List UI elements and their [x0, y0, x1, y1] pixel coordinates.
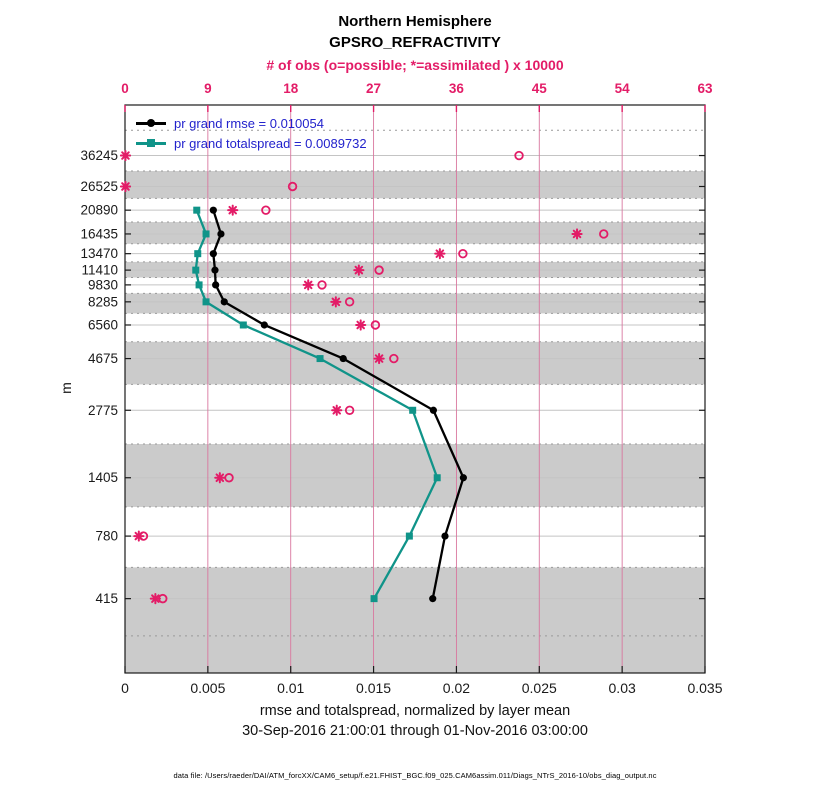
y-tick-label: 1405	[87, 470, 118, 486]
rmse-marker	[429, 595, 436, 602]
y-tick-label: 8285	[87, 294, 118, 310]
y-tick-label: 780	[95, 528, 118, 544]
layer-band	[125, 342, 705, 385]
y-tick-label: 9830	[87, 277, 118, 293]
y-tick-label: 415	[95, 591, 118, 607]
obs-assimilated-marker	[331, 297, 340, 306]
totalspread-marker-icon	[147, 139, 155, 147]
y-tick-label: 36245	[80, 148, 118, 164]
totalspread-marker	[193, 207, 200, 214]
totalspread-marker	[203, 298, 210, 305]
totalspread-marker	[192, 267, 199, 274]
obs-assimilated-marker	[332, 406, 341, 415]
obs-assimilated-marker	[304, 280, 313, 289]
obs-tick-label: 63	[697, 81, 713, 96]
x-tick-label: 0.03	[608, 680, 636, 696]
data-file-path: data file: /Users/raeder/DAI/ATM_forcXX/CAM6_setup/f.e21.FHIST_BGC.f09_025.CAM6assim.011/Diags_NTrS_2016-10/obs_diag_output.nc	[173, 771, 657, 780]
y-tick-label: 4675	[87, 351, 118, 367]
rmse-marker	[217, 230, 224, 237]
rmse-marker	[441, 532, 448, 539]
x-tick-label: 0.035	[687, 680, 723, 696]
x-axis-title: rmse and totalspread, normalized by layer mean	[259, 703, 571, 719]
y-tick-label: 20890	[80, 202, 118, 218]
obs-assimilated-marker	[354, 266, 363, 275]
obs-assimilated-marker	[228, 206, 237, 215]
obs-tick-label: 45	[531, 81, 547, 96]
legend-label-totalspread: pr grand totalspread = 0.0089732	[174, 135, 367, 151]
rmse-marker	[340, 355, 347, 362]
obs-tick-label: 18	[283, 81, 299, 96]
totalspread-line-sample	[136, 142, 166, 145]
y-tick-label: 6560	[87, 317, 118, 333]
legend-label-rmse: pr grand rmse = 0.010054	[174, 115, 324, 131]
rmse-marker	[221, 298, 228, 305]
rmse-marker	[210, 250, 217, 257]
rmse-line-sample	[136, 122, 166, 125]
layer-band	[125, 444, 705, 507]
legend-entry-rmse	[136, 113, 367, 133]
y-tick-label: 26525	[80, 178, 118, 194]
obs-tick-label: 27	[366, 81, 382, 96]
totalspread-marker	[409, 407, 416, 414]
x-tick-label: 0	[121, 680, 129, 696]
layer-band	[125, 171, 705, 198]
rmse-marker	[210, 207, 217, 214]
obs-assimilated-marker	[121, 182, 130, 191]
x-tick-label: 0.005	[190, 680, 226, 696]
layer-band	[125, 567, 705, 673]
obs-axis-title: # of obs (o=possible; *=assimilated ) x 10000	[266, 57, 564, 73]
obs-assimilated-marker	[374, 354, 383, 363]
obs-assimilated-marker	[356, 320, 365, 329]
y-tick-label: 2775	[87, 402, 118, 418]
date-range-label: 30-Sep-2016 21:00:01 through 01-Nov-2016 03:00:00	[242, 723, 588, 739]
rmse-marker	[212, 281, 219, 288]
y-tick-label: 11410	[81, 262, 118, 278]
totalspread-marker	[317, 355, 324, 362]
obs-tick-label: 9	[204, 81, 212, 96]
rmse-marker	[261, 321, 268, 328]
chart-legend	[136, 113, 367, 153]
totalspread-marker	[203, 230, 210, 237]
layer-band	[125, 293, 705, 313]
totalspread-marker	[371, 595, 378, 602]
rmse-marker-icon	[147, 119, 155, 127]
y-tick-label: 16435	[80, 226, 118, 242]
obs-assimilated-marker	[435, 249, 444, 258]
obs-assimilated-marker	[572, 229, 581, 238]
legend-entry-totalspread	[136, 133, 367, 153]
obs-assimilated-marker	[215, 473, 224, 482]
x-tick-label: 0.025	[521, 680, 557, 696]
y-tick-label: 13470	[80, 246, 118, 262]
obs-tick-label: 36	[448, 81, 464, 96]
obs-assimilated-marker	[121, 151, 130, 160]
totalspread-marker	[194, 250, 201, 257]
rmse-marker	[430, 407, 437, 414]
page-subtitle: GPSRO_REFRACTIVITY	[329, 34, 501, 51]
x-tick-label: 0.015	[356, 680, 392, 696]
x-tick-label: 0.01	[277, 680, 305, 696]
rmse-marker	[211, 267, 218, 274]
page-title: Northern Hemisphere	[338, 13, 492, 30]
obs-assimilated-marker	[151, 594, 160, 603]
obs-assimilated-marker	[134, 531, 143, 540]
x-tick-label: 0.02	[442, 680, 471, 696]
layer-band	[125, 222, 705, 244]
obs-tick-label: 54	[614, 81, 630, 96]
totalspread-marker	[196, 281, 203, 288]
obs-tick-label: 0	[121, 81, 129, 96]
totalspread-marker	[434, 474, 441, 481]
totalspread-marker	[406, 533, 413, 540]
y-axis-title: m	[58, 382, 74, 394]
rmse-marker	[460, 474, 467, 481]
totalspread-marker	[240, 321, 247, 328]
